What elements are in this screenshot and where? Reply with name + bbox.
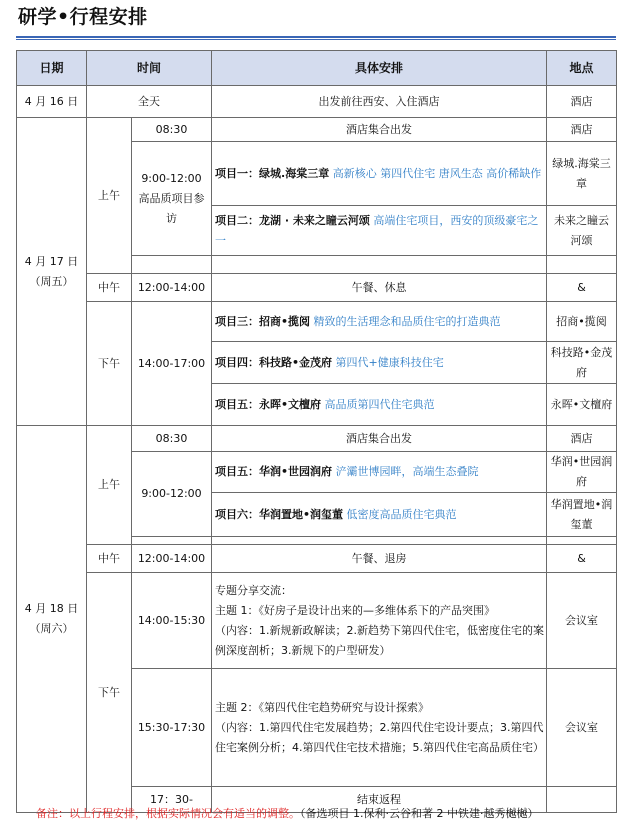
day2-project-1 <box>212 142 547 206</box>
day2-r1-time: 08:30 <box>132 118 212 142</box>
day2-p5-place: 永晖•文檀府 <box>547 384 617 426</box>
day3-noon-time: 12:00-14:00 <box>132 545 212 573</box>
session-content: （内容：1.第四代住宅发展趋势；2.第四代住宅设计要点；3.第四代住宅案例分析；4.第四代住宅技术措施；5.第四代住宅高品质住宅） <box>215 720 545 754</box>
day3-am-blank-time <box>132 537 212 545</box>
day3-s1-place: 会议室 <box>547 573 617 669</box>
header-date: 日期 <box>17 51 87 86</box>
project-desc: 高品质第四代住宅典范 <box>321 397 435 411</box>
header-place: 地点 <box>547 51 617 86</box>
footnote <box>36 805 538 821</box>
day3-date: 4 月 18 日 <box>24 602 79 615</box>
day2-noon-detail: 午餐、休息 <box>212 274 547 302</box>
session-topic: 主题 2：《第四代住宅趋势研究与设计探索》 <box>215 700 430 714</box>
day2-project-4 <box>212 342 547 384</box>
day3-session-2 <box>212 669 547 787</box>
project-desc: 低密度高品质住宅典范 <box>343 507 457 521</box>
day3-weekday: （周六） <box>29 622 74 635</box>
day2-noon-time: 12:00-14:00 <box>132 274 212 302</box>
day3-p5-place: 华润•世园润府 <box>547 452 617 493</box>
day1-date: 4 月 16 日 <box>17 86 87 118</box>
day2-pm-time: 14:00-17:00 <box>132 302 212 426</box>
day2-p3-place: 招商•揽阅 <box>547 302 617 342</box>
day2-project-5 <box>212 384 547 426</box>
project-name: 项目五：永晖•文檀府 <box>215 397 322 411</box>
title-underline-thin <box>16 39 616 40</box>
footnote-main: 备注：以上行程安排，根据实际情况会有适当的调整。 <box>36 807 300 820</box>
header-detail: 具体安排 <box>212 51 547 86</box>
day2-am-blank-place <box>547 256 617 274</box>
day3-end-place <box>547 787 617 813</box>
day2-p4-place: 科技路•金茂府 <box>547 342 617 384</box>
day2-r1-place: 酒店 <box>547 118 617 142</box>
day3-pm-label: 下午 <box>87 573 132 813</box>
header-time: 时间 <box>87 51 212 86</box>
day3-am-time: 9:00-12:00 <box>132 452 212 537</box>
project-name: 项目二：龙湖 · 未来之瞳云河颂 <box>215 213 370 227</box>
day3-am-blank-place <box>547 537 617 545</box>
day3-s2-place: 会议室 <box>547 669 617 787</box>
day2-noon-place: & <box>547 274 617 302</box>
day3-r1-time: 08:30 <box>132 426 212 452</box>
day3-s2-time: 15:30-17:30 <box>132 669 212 787</box>
day2-date: 4 月 17 日 <box>24 254 79 268</box>
day3-project-5 <box>212 452 547 493</box>
day2-am-blank-detail <box>212 256 547 274</box>
project-name: 项目五：华润•世园润府 <box>215 465 333 478</box>
day2-p1-place: 绿城.海棠三章 <box>547 142 617 206</box>
project-name: 项目三：招商•揽阅 <box>215 314 311 328</box>
day2-noon-label: 中午 <box>87 274 132 302</box>
day2-am-time-note: 高品质项目参访 <box>138 191 205 225</box>
day2-weekday: （周五） <box>29 274 74 288</box>
day3-noon-place: & <box>547 545 617 573</box>
day2-pm-label: 下午 <box>87 302 132 426</box>
project-name: 项目一：绿城.海棠三章 <box>215 166 330 180</box>
day3-p6-place: 华润置地•润玺董 <box>547 493 617 537</box>
footnote-alternates: （备选项目 1.保利·云谷和著 2 中铁建·越秀樾樾） <box>300 807 539 820</box>
page-title: 研学•行程安排 <box>18 6 148 28</box>
project-desc: 高端住宅项目，西安的顶级豪宅之一 <box>215 213 539 247</box>
day3-am-blank-detail <box>212 537 547 545</box>
day2-p2-place: 未来之瞳云河颂 <box>547 206 617 256</box>
day3-project-6 <box>212 493 547 537</box>
title-underline <box>16 36 616 38</box>
day3-noon-detail: 午餐、退房 <box>212 545 547 573</box>
day1-detail: 出发前往西安、入住酒店 <box>212 86 547 118</box>
day2-am-time: 9:00-12:00 <box>141 171 202 185</box>
day2-project-3 <box>212 302 547 342</box>
day2-am-label: 上午 <box>87 118 132 274</box>
schedule-table <box>16 50 617 813</box>
project-desc: 浐灞世博园畔，高端生态叠院 <box>332 465 479 478</box>
day3-am-label: 上午 <box>87 426 132 545</box>
day2-am-blank-time <box>132 256 212 274</box>
day3-end-time: 17：30- <box>132 787 212 813</box>
day2-project-2 <box>212 206 547 256</box>
day3-session-1 <box>212 573 547 669</box>
project-desc: 精致的生活理念和品质住宅的打造典范 <box>310 314 501 328</box>
project-desc: 第四代+健康科技住宅 <box>332 355 444 369</box>
project-name: 项目四：科技路•金茂府 <box>215 355 333 369</box>
day2-date-cell <box>17 118 87 426</box>
day1-place: 酒店 <box>547 86 617 118</box>
day3-date-cell <box>17 426 87 813</box>
session-content: （内容：1.新规新政解读；2.新趋势下第四代住宅，低密度住宅的案例深度剖析；3.新规下的户型研发） <box>215 623 545 657</box>
session-topic: 主题 1：《好房子是设计出来的—多维体系下的产品突围》 <box>215 603 496 617</box>
day2-am-time-cell <box>132 142 212 256</box>
day2-r1-detail: 酒店集合出发 <box>212 118 547 142</box>
day1-time: 全天 <box>87 86 212 118</box>
day3-end-detail: 结束返程 <box>212 787 547 813</box>
day3-r1-detail: 酒店集合出发 <box>212 426 547 452</box>
project-desc: 高新核心 第四代住宅 唐风生态 高价稀缺作 <box>329 166 542 180</box>
day3-noon-label: 中午 <box>87 545 132 573</box>
project-name: 项目六：华润置地•润玺董 <box>215 507 344 521</box>
day3-r1-place: 酒店 <box>547 426 617 452</box>
day3-s1-time: 14:00-15:30 <box>132 573 212 669</box>
session-intro: 专题分享交流： <box>215 583 293 597</box>
